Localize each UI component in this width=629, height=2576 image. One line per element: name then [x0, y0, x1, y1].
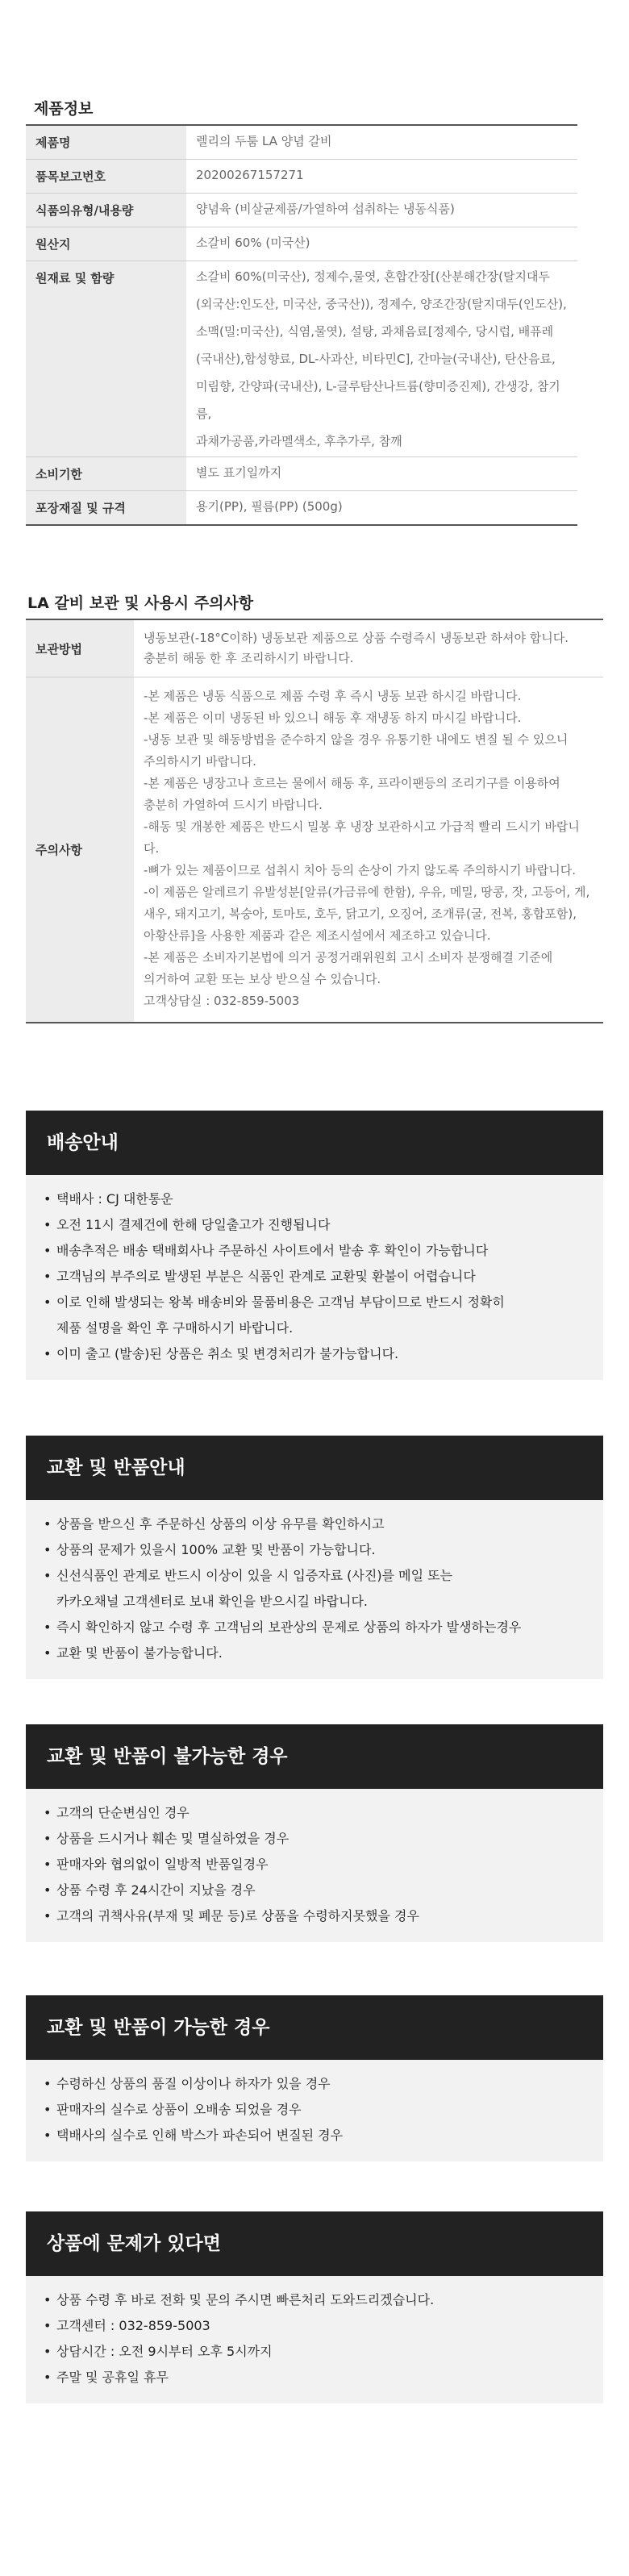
- list-item: • 택배사의 실수로 인해 박스가 파손되어 변질된 경우: [44, 2123, 584, 2149]
- list-item: • 상품의 문제가 있을시 100% 교환 및 반품이 가능합니다.: [44, 1537, 584, 1563]
- exchange-info-box: [26, 1436, 603, 1679]
- box-list: [26, 1175, 603, 1380]
- info-label: 원산지: [26, 227, 186, 261]
- storage-label: 보관방법: [26, 619, 134, 677]
- storage-value: 냉동보관(-18°C이하) 냉동보관 제품으로 상품 수령즉시 냉동보관 하셔야 합니다. 충분히 해동 한 후 조리하시기 바랍니다.: [134, 619, 603, 677]
- list-item: • 수령하신 상품의 품질 이상이나 하자가 있을 경우: [44, 2071, 584, 2097]
- box-title: 배송안내: [26, 1111, 603, 1175]
- info-row-expiry: [26, 457, 577, 491]
- info-value: 별도 표기일까지: [186, 457, 577, 491]
- list-item: • 판매자의 실수로 상품이 오배송 되었을 경우: [44, 2097, 584, 2123]
- list-item: • 이미 출고 (발송)된 상품은 취소 및 변경처리가 불가능합니다.: [44, 1341, 584, 1367]
- info-row-type: [26, 194, 577, 227]
- list-item: • 배송추적은 배송 택배회사나 주문하신 사이트에서 발송 후 확인이 가능합니다: [44, 1238, 584, 1264]
- info-value: 소갈비 60%(미국산), 정제수,물엿, 혼합간장[(산분해간장(탈지대두 (외국산:인도산, 미국산, 중국산)), 정제수, 양조간장(탈지대두(인도산), 소맥(밀:미국산), 식염,물엿), 설탕, 과채음료[정제수, 당시럽, 배퓨레 (국내산),합성향료, DL-사과산, 비타민C], 간마늘(국내산), 탄산음료, 미림향, 간양파(국내산), L-글루탐산나트륨(향미증진제), 간생강, 참기름, 과채가공품,카라멜색소, 후추가루, 참깨: [186, 261, 577, 457]
- info-value: 양념육 (비살균제품/가열하여 섭취하는 냉동식품): [186, 194, 577, 227]
- info-label: 소비기한: [26, 457, 186, 491]
- info-value: 렐리의 두툼 LA 양념 갈비: [186, 125, 577, 160]
- info-row-packaging: [26, 491, 577, 526]
- box-list: [26, 1500, 603, 1679]
- list-item: • 상담시간 : 오전 9시부터 오후 5시까지: [44, 2339, 584, 2365]
- info-value: 20200267157271: [186, 160, 577, 194]
- info-label: 품목보고번호: [26, 160, 186, 194]
- list-item: • 주말 및 공휴일 휴무: [44, 2365, 584, 2391]
- info-label: 제품명: [26, 125, 186, 160]
- info-row-report-number: [26, 160, 577, 194]
- list-item: • 택배사 : CJ 대한통운: [44, 1186, 584, 1212]
- list-item: • 상품을 드시거나 훼손 및 멸실하였을 경우: [44, 1826, 584, 1852]
- info-label: 포장재질 및 규격: [26, 491, 186, 526]
- care-title: LA 갈비 보관 및 사용시 주의사항: [27, 594, 254, 612]
- list-item: • 고객의 귀책사유(부재 및 폐문 등)로 상품을 수령하지못했을 경우: [44, 1903, 584, 1929]
- list-item: • 상품을 받으신 후 주문하신 상품의 이상 유무를 확인하시고: [44, 1511, 584, 1537]
- box-title: 교환 및 반품안내: [26, 1436, 603, 1500]
- box-title: 상품에 문제가 있다면: [26, 2211, 603, 2276]
- info-value: 용기(PP), 필름(PP) (500g): [186, 491, 577, 526]
- info-label: 원재료 및 함량: [26, 261, 186, 457]
- list-item: • 상품 수령 후 24시간이 지났을 경우: [44, 1878, 584, 1903]
- exchange-possible-box: [26, 1995, 603, 2161]
- list-item: • 고객님의 부주의로 발생된 부분은 식품인 관계로 교환및 환불이 어렵습니다: [44, 1264, 584, 1290]
- list-item: • 판매자와 협의없이 일방적 반품일경우: [44, 1852, 584, 1878]
- care-row-storage: [26, 619, 603, 677]
- caution-label: 주의사항: [26, 677, 134, 1023]
- box-list: [26, 1789, 603, 1942]
- box-list: [26, 2060, 603, 2161]
- care-table: [26, 619, 603, 1023]
- box-title: 교환 및 반품이 불가능한 경우: [26, 1724, 603, 1789]
- care-row-caution: [26, 677, 603, 1023]
- product-problem-box: [26, 2211, 603, 2403]
- list-item: • 교환 및 반품이 불가능합니다.: [44, 1640, 584, 1666]
- info-label: 식품의유형/내용량: [26, 194, 186, 227]
- product-info-table: [26, 124, 577, 526]
- shipping-info-box: [26, 1111, 603, 1380]
- product-info-title: 제품정보: [34, 100, 94, 118]
- list-item: • 신선식품인 관계로 반드시 이상이 있을 시 입증자료 (사진)를 메일 또는 카카오채널 고객센터로 보내 확인을 받으시길 바랍니다.: [44, 1563, 584, 1615]
- list-item: • 이로 인해 발생되는 왕복 배송비와 물품비용은 고객님 부담이므로 반드시 정확히 제품 설명을 확인 후 구매하시기 바랍니다.: [44, 1290, 584, 1341]
- list-item: • 오전 11시 결제건에 한해 당일출고가 진행됩니다: [44, 1212, 584, 1238]
- list-item: • 고객센터 : 032-859-5003: [44, 2313, 584, 2339]
- caution-value: -본 제품은 냉동 식품으로 제품 수령 후 즉시 냉동 보관 하시길 바랍니다. -본 제품은 이미 냉동된 바 있으니 해동 후 재냉동 하지 마시길 바랍니다. -냉동 보관 및 해동방법을 준수하지 않을 경우 유통기한 내에도 변질 될 수 있으니 주의하시기 바랍니다. -본 제품은 냉장고나 흐르는 물에서 해동 후, 프라이팬등의 조리기구를 이용하여 충분히 가열하여 드시기 바랍니다. -해동 및 개봉한 제품은 반드시 밀봉 후 냉장 보관하시고 가급적 빨리 드시기 바랍니다. -뼈가 있는 제품이므로 섭취시 치아 등의 손상이 가지 않도록 주의하시기 바랍니다. -이 제품은 알레르기 유발성분[알류(가금류에 한함), 우유, 메밀, 땅콩, 잣, 고등어, 게, 새우, 돼지고기, 복숭아, 토마토, 호두, 닭고기, 오징어, 조개류(굴, 전복, 홍합포함), 아황산류]을 사용한 제품과 같은 제조시설에서 제조하고 있습니다. -본 제품은 소비자기본법에 의거 공정거래위원회 고시 소비자 분쟁해결 기준에 의거하여 교환 또는 보상 받으실 수 있습니다. 고객상담실 : 032-859-5003: [134, 677, 603, 1023]
- box-list: [26, 2276, 603, 2403]
- list-item: • 상품 수령 후 바로 전화 및 문의 주시면 빠른처리 도와드리겠습니다.: [44, 2287, 584, 2313]
- info-row-name: [26, 125, 577, 160]
- info-value: 소갈비 60% (미국산): [186, 227, 577, 261]
- list-item: • 고객의 단순변심인 경우: [44, 1800, 584, 1826]
- box-title: 교환 및 반품이 가능한 경우: [26, 1995, 603, 2060]
- list-item: • 즉시 확인하지 않고 수령 후 고객님의 보관상의 문제로 상품의 하자가 발생하는경우: [44, 1615, 584, 1640]
- exchange-impossible-box: [26, 1724, 603, 1942]
- info-row-origin: [26, 227, 577, 261]
- info-row-ingredients: [26, 261, 577, 457]
